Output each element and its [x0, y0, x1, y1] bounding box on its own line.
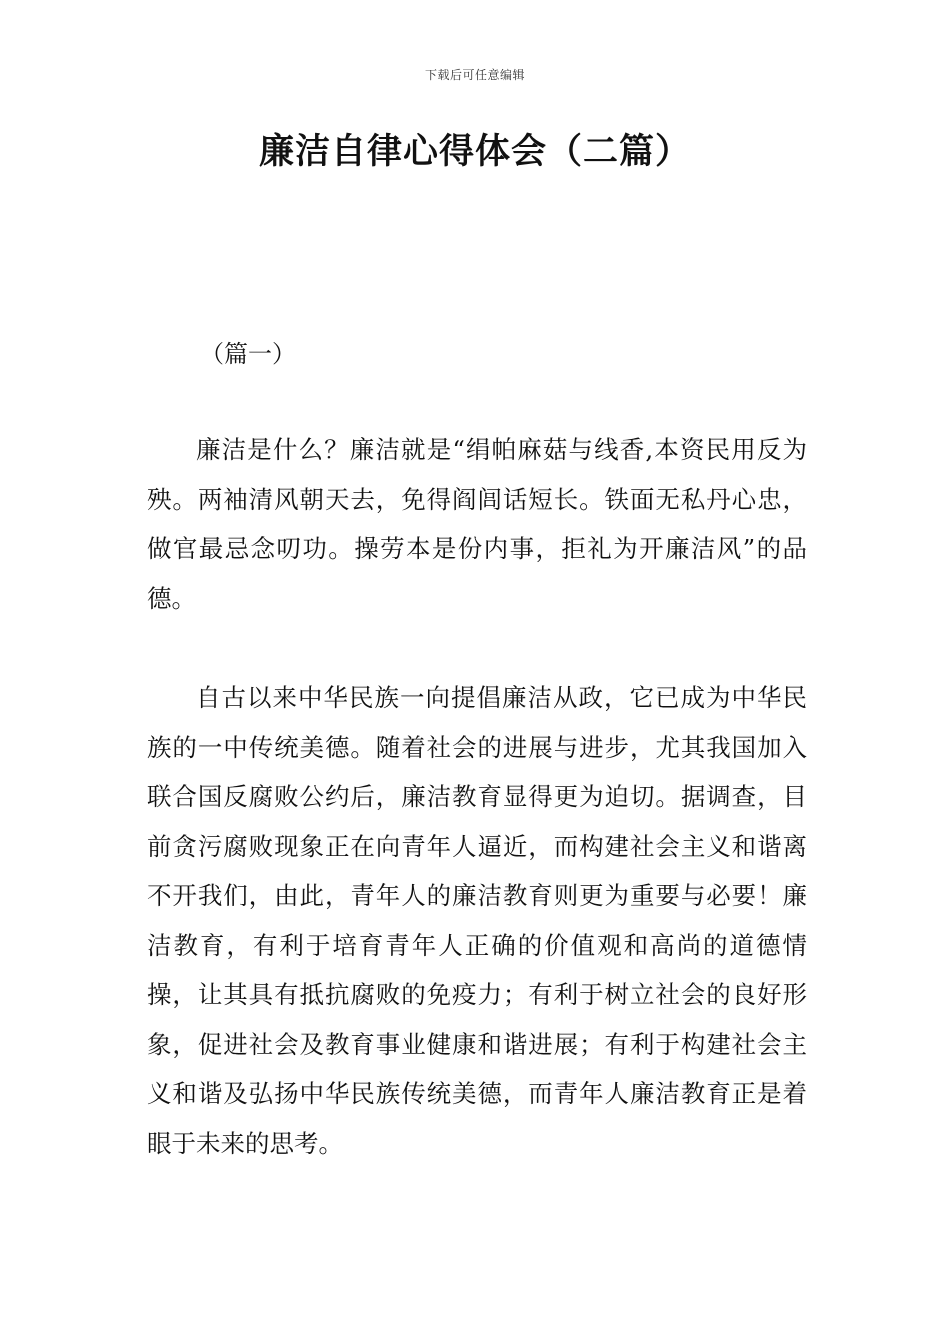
document-title: 廉洁自律心得体会（二篇）: [258, 132, 691, 172]
section-heading: （篇一）: [200, 340, 296, 368]
paragraph-1: 廉洁是什么？廉洁就是“绢帕麻菇与线香,本资民用反为殃。两袖清风朝天去，免得阎闾话短长。铁面无私丹心忠，做官最忌念叨功。操劳本是份内事，拒礼为开廉洁风”的品德。: [147, 435, 807, 613]
paragraph-2: 自古以来中华民族一向提倡廉洁从政，它已成为中华民族的一中传统美德。随着社会的进展与进步，尤其我国加入联合国反腐败公约后，廉洁教育显得更为迫切。据调查，目前贪污腐败现象正在向青年人逼近，而构建社会主义和谐离不开我们，由此，青年人的廉洁教育则更为重要与必要！廉洁教育，有利于培育青年人正确的价值观和高尚的道德情操，让其具有抵抗腐败的免疫力；有利于树立社会的良好形象，促进社会及教育事业健康和谐进展；有利于构建社会主义和谐及弘扬中华民族传统美德，而青年人廉洁教育正是着眼于未来的思考。: [147, 683, 807, 1158]
header-note: 下载后可任意编辑: [424, 68, 525, 82]
